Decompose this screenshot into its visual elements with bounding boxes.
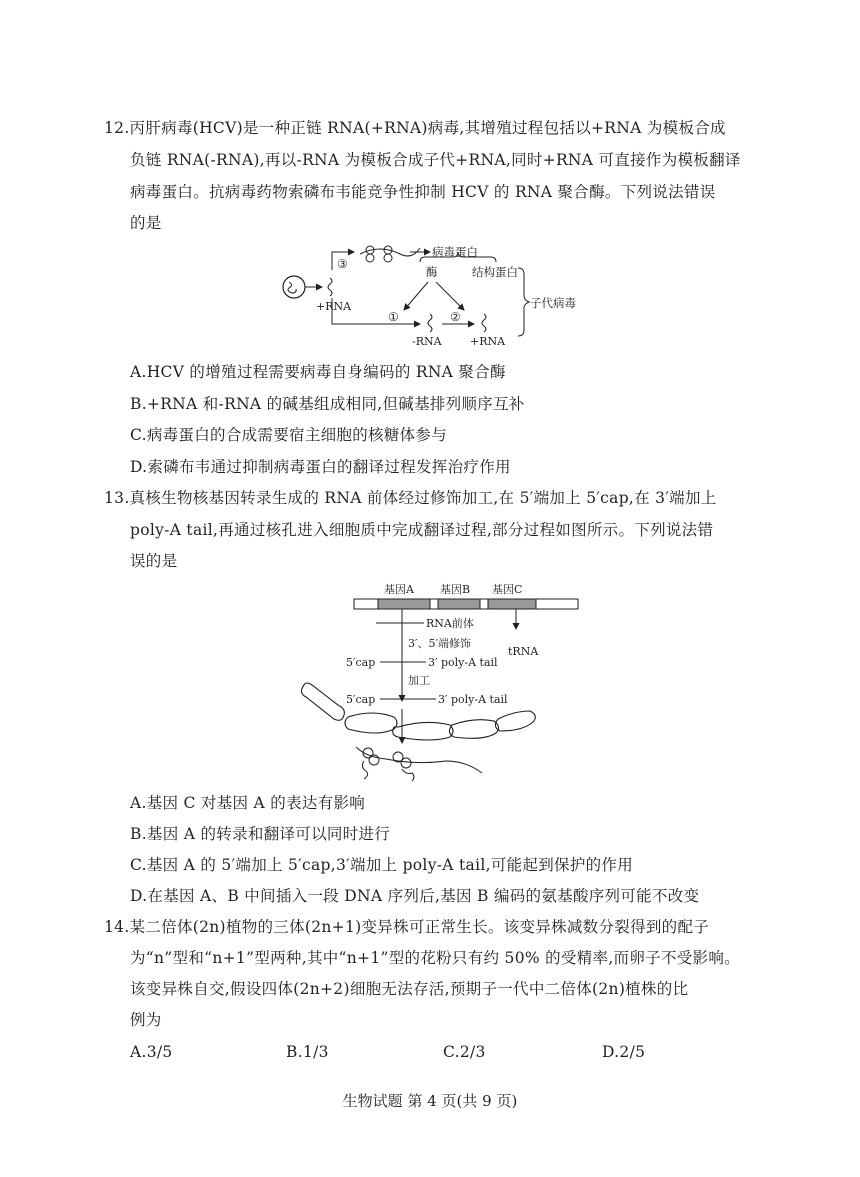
- modification-label: 3′、5′端修饰: [408, 637, 471, 650]
- virus-particle-icon: [283, 276, 305, 298]
- ribosome-translation-icon: [356, 747, 482, 781]
- trna-label: tRNA: [508, 645, 539, 658]
- q14-option-a: A.3/5: [130, 1043, 173, 1061]
- plus-rna-out-squiggle-icon: [482, 314, 486, 332]
- q13-option-c: C.基因 A 的 5′端加上 5′cap,3′端加上 poly-A tail,可能起到保护的作用: [130, 856, 634, 874]
- progeny-virus-label: 子代病毒: [530, 296, 576, 310]
- q13-option-d: D.在基因 A、B 中间插入一段 DNA 序列后,基因 B 编码的氨基酸序列可能不改变: [130, 887, 700, 905]
- gene-a-segment: [378, 599, 430, 609]
- minus-rna-label: -RNA: [412, 335, 442, 348]
- tail-label-1: 3′ poly-A tail: [428, 656, 498, 669]
- q13-option-b: B.基因 A 的转录和翻译可以同时进行: [130, 825, 391, 843]
- plus-rna-label: +RNA: [316, 300, 352, 313]
- q13-stem-line-2: poly-A tail,再通过核孔进入细胞质中完成翻译过程,部分过程如图所示。下列说法错: [130, 521, 714, 539]
- step-2-label: ②: [450, 310, 461, 324]
- gene-a-label: 基因A: [384, 583, 414, 596]
- q12-option-d: D.索磷布韦通过抑制病毒蛋白的翻译过程发挥治疗作用: [130, 458, 511, 476]
- gene-b-label: 基因B: [440, 583, 471, 596]
- enzyme-label: 酶: [426, 265, 438, 279]
- q14-stem-line-2: 为“n”型和“n+1”型两种,其中“n+1”型的花粉只有约 50% 的受精率,而卵子不受影响。: [130, 949, 740, 967]
- gene-expression-diagram: [290, 577, 590, 789]
- q13-option-a: A.基因 C 对基因 A 的表达有影响: [130, 794, 366, 812]
- step-3-label: ③: [337, 257, 348, 271]
- q12-option-b: B.+RNA 和-RNA 的碱基组成相同,但碱基排列顺序互补: [130, 395, 525, 413]
- ribosome-icon: [360, 246, 420, 262]
- q14-stem-line-4: 例为: [130, 1011, 162, 1029]
- q12-stem-line-3: 病毒蛋白。抗病毒药物索磷布韦能竞争性抑制 HCV 的 RNA 聚合酶。下列说法错误: [130, 183, 716, 201]
- nuclear-envelope-icon: [301, 683, 535, 740]
- plus-rna-out-label: +RNA: [470, 335, 506, 348]
- q14-option-c: C.2/3: [443, 1043, 486, 1061]
- q12-stem-line-2: 负链 RNA(-RNA),再以-RNA 为模板合成子代+RNA,同时+RNA 可直接作为模板翻译: [130, 151, 741, 169]
- gene-c-label: 基因C: [492, 583, 523, 596]
- page-footer: 生物试题 第 4 页(共 9 页): [342, 1092, 518, 1110]
- q14-stem-line-3: 该变异株自交,假设四体(2n+2)细胞无法存活,预期子一代中二倍体(2n)植株的比: [130, 980, 689, 998]
- processing-label: 加工: [408, 674, 430, 687]
- viral-protein-label: 病毒蛋白: [432, 245, 478, 259]
- rna-precursor-label: RNA前体: [426, 617, 474, 630]
- plus-rna-squiggle-icon: [328, 278, 332, 296]
- q14-stem-line-1: 14.某二倍体(2n)植物的三体(2n+1)变异株可正常生长。该变异株减数分裂得到的配子: [104, 918, 710, 936]
- structural-protein-label: 结构蛋白: [472, 265, 518, 279]
- q13-stem-line-1: 13.真核生物核基因转录生成的 RNA 前体经过修饰加工,在 5′端加上 5′cap,在 3′端加上: [104, 489, 717, 507]
- gene-b-segment: [438, 599, 480, 609]
- q12-stem-line-4: 的是: [130, 214, 162, 232]
- q14-option-b: B.1/3: [286, 1043, 329, 1061]
- minus-rna-squiggle-icon: [428, 314, 432, 332]
- tail-label-2: 3′ poly-A tail: [438, 693, 508, 706]
- q12-option-c: C.病毒蛋白的合成需要宿主细胞的核糖体参与: [130, 426, 448, 444]
- cap-label-2: 5′cap: [346, 693, 376, 706]
- gene-c-segment: [488, 599, 536, 609]
- cap-label-1: 5′cap: [346, 656, 376, 669]
- q12-option-a: A.HCV 的增殖过程需要病毒自身编码的 RNA 聚合酶: [130, 363, 506, 381]
- step-1-label: ①: [388, 310, 399, 324]
- hcv-replication-diagram: [270, 240, 600, 352]
- q13-stem-line-3: 误的是: [130, 552, 178, 570]
- q14-option-d: D.2/5: [602, 1043, 646, 1061]
- q12-stem-line-1: 12.丙肝病毒(HCV)是一种正链 RNA(+RNA)病毒,其增殖过程包括以+RNA 为模板合成: [104, 119, 726, 137]
